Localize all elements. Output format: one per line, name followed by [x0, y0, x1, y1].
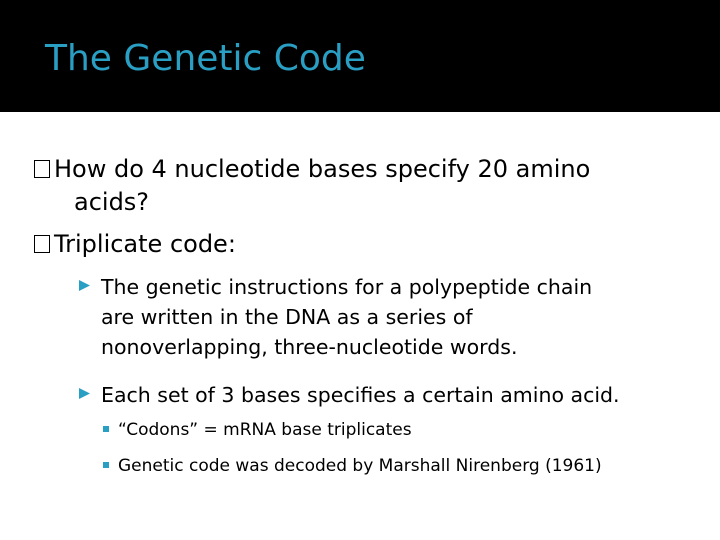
- sub-sub-bullet-nirenberg: [103, 454, 683, 478]
- sub-bullet-line: are written in the DNA as a series of: [101, 305, 473, 329]
- bullet-question: [34, 153, 674, 219]
- bullet-text: How do 4 nucleotide bases specify 20 amino: [54, 155, 591, 183]
- sub-bullet-line: nonoverlapping, three-nucleotide words.: [101, 335, 518, 359]
- sub-bullet-line: The genetic instructions for a polypeptide chain: [101, 275, 593, 299]
- sub-bullet-set-of-bases: [79, 380, 669, 410]
- slide-title: The Genetic Code: [45, 38, 366, 79]
- bullet-triplicate-code: [34, 228, 674, 261]
- bullet-text-continuation: acids?: [74, 188, 150, 216]
- sub-sub-bullet-text: Genetic code was decoded by Marshall Nirenberg (1961): [118, 456, 602, 476]
- sub-sub-bullet-codons: [103, 418, 683, 442]
- sub-bullet-genetic-instructions: [79, 272, 669, 362]
- square-bullet-icon: [34, 235, 50, 253]
- sub-sub-bullet-text: “Codons” = mRNA base triplicates: [118, 420, 412, 440]
- sub-bullet-line: Each set of 3 bases specifies a certain amino acid.: [101, 383, 620, 407]
- small-square-bullet-icon: [103, 462, 109, 468]
- small-square-bullet-icon: [103, 426, 109, 432]
- bullet-text: Triplicate code:: [54, 230, 236, 258]
- square-bullet-icon: [34, 160, 50, 178]
